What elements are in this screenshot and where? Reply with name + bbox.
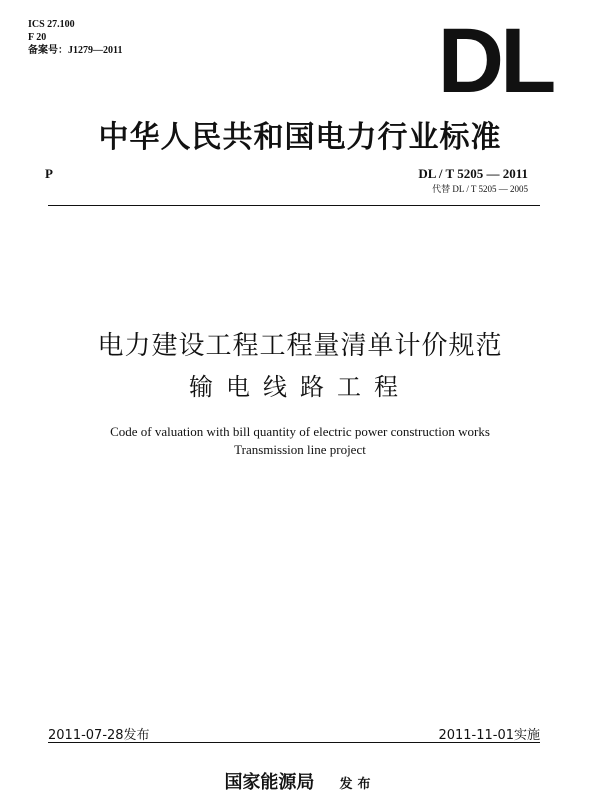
issue-date: 2011-07-28发布 xyxy=(48,728,150,743)
dl-logo: DL xyxy=(437,10,553,112)
meta-block xyxy=(28,18,122,57)
filing-number: 备案号：J1279—2011 xyxy=(28,45,123,56)
bottom-divider xyxy=(48,742,540,743)
replaces-note: 代替 DL / T 5205 — 2005 xyxy=(432,184,528,194)
publisher-line xyxy=(0,768,600,794)
classification-code: F 20 xyxy=(28,32,47,43)
standard-number: DL / T 5205 — 2011 xyxy=(418,166,528,181)
document-subtitle-cn: 输电线路工程 xyxy=(189,373,411,401)
top-divider xyxy=(48,205,540,206)
standard-header-title: 中华人民共和国电力行业标准 xyxy=(98,120,502,155)
ics-code: ICS 27.100 xyxy=(28,19,75,30)
document-title-en: Code of valuation with bill quantity of electric power construction works xyxy=(110,424,490,439)
document-title-cn: 电力建设工程工程量清单计价规范 xyxy=(97,331,503,361)
category-letter: P xyxy=(45,166,53,181)
implementation-date: 2011-11-01实施 xyxy=(438,728,540,743)
document-subtitle-en: Transmission line project xyxy=(234,442,366,457)
publisher-name: 国家能源局 xyxy=(224,772,315,793)
publisher-action: 发布 xyxy=(339,777,376,792)
